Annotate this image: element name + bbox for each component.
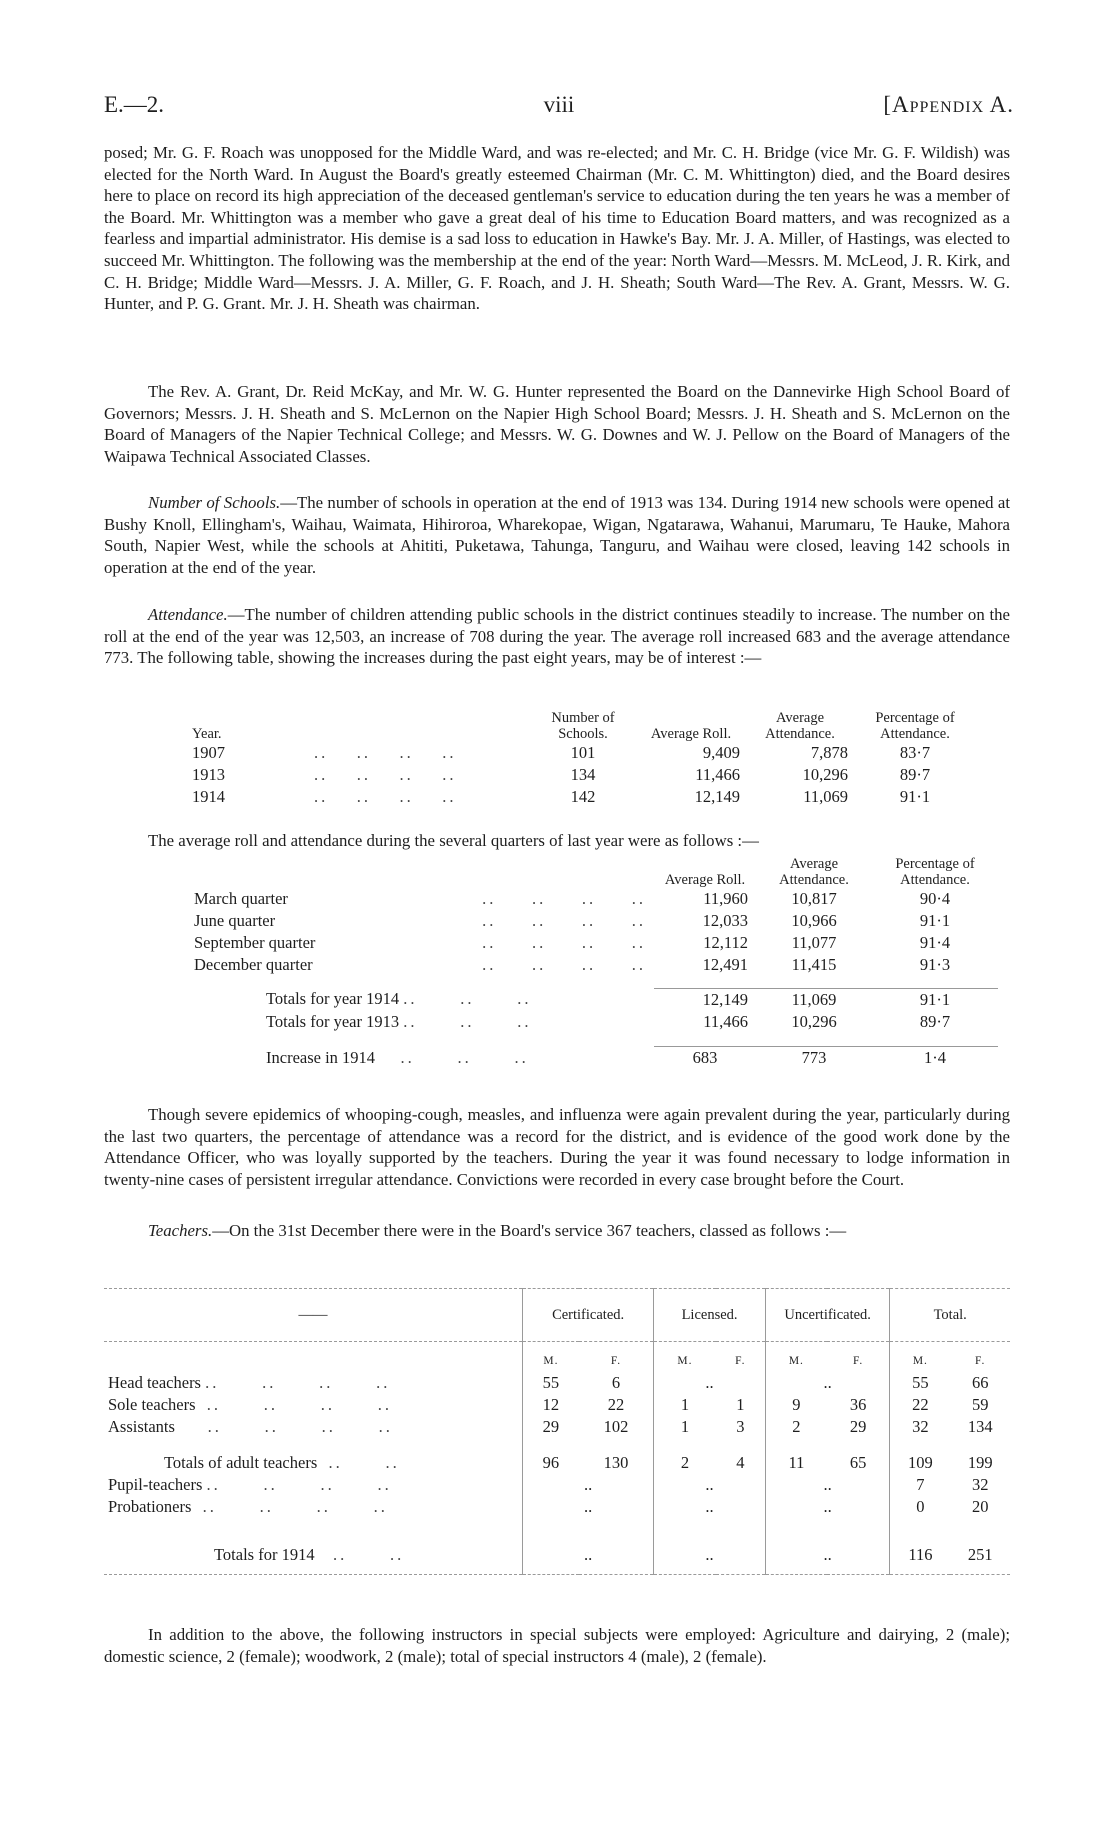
cell: 22: [607, 1395, 625, 1414]
paragraph-special-instructors: [104, 1624, 1010, 1667]
table-row: [186, 786, 976, 808]
table-row: Probationers .. .. .. .. .. .. .. 0 20: [104, 1496, 1010, 1518]
table-row: [186, 932, 998, 954]
cell: 2: [765, 1416, 826, 1438]
cell: ..: [765, 1536, 889, 1575]
cell-year: 1907: [192, 743, 225, 762]
quarters-table: [186, 856, 998, 1069]
cell-label: Sole teachers: [108, 1395, 196, 1414]
cell: 1: [736, 1395, 745, 1414]
cell-label: Totals of adult teachers: [164, 1453, 318, 1472]
sub-m: M.: [890, 1342, 950, 1373]
cell: ..: [523, 1496, 654, 1518]
cell: 10,296: [791, 1011, 837, 1031]
sub-f: F.: [735, 1355, 746, 1367]
col-header: Licensed.: [654, 1289, 766, 1342]
cell: 11,960: [703, 889, 748, 908]
cell: 10,966: [791, 911, 837, 930]
cell: 11,466: [695, 765, 740, 784]
page-number: viii: [543, 92, 575, 117]
para-text: —The number of schools in operation at the end of 1913 was 134. During 1914 new schools were opened at Bushy Knoll, Ellingham's, Waihau, Waimata, Hihiroroa, Wharekopae, Wigan, Ngatarawa, Wahanui, Marumaru, Te Hauke, Mahora South, Napier West, while the schools at Ahititi, Puketawa, Tahunga, Tanguru, and Waihau were closed, leaving 142 schools in operation at the end of the year.: [104, 493, 1010, 577]
cell: 251: [950, 1536, 1010, 1575]
para-text: Though severe epidemics of whooping-cough, measles, and influenza were again prevalent during the year, particularly during the last two quarters, the percentage of attendance was a record for the district, and is evidence of the good work done by the Attendance Officer, who was loyally supported by the teachers. During the year it was found necessary to lodge information in twenty-nine cases of persistent irregular attendance. Convictions were recorded in every case brought before the Court.: [104, 1105, 1010, 1189]
paragraph-quarters-intro: [104, 830, 1010, 852]
paragraph-board-members: [104, 142, 1010, 315]
sub-m: M.: [765, 1342, 826, 1373]
cell: 10,817: [791, 889, 837, 908]
cell: 2: [654, 1452, 716, 1474]
cell: 0: [890, 1496, 950, 1518]
cell: 11,415: [791, 955, 837, 974]
table-row: [186, 742, 976, 764]
col-header-dash: ——: [104, 1289, 523, 1342]
table-row-total: Totals for year 1914 .. .. .. 12,149 11,069 91·1: [186, 988, 998, 1011]
col-header: Year.: [192, 726, 222, 742]
col-header: Average Attendance.: [765, 710, 835, 742]
cell: 130: [603, 1453, 629, 1472]
table-row: Head teachers .. .. .. .. 55 6 .. .. 55 66: [104, 1372, 1010, 1394]
para-text: posed; Mr. G. F. Roach was unopposed for the Middle Ward, and was re-elected; and Mr. C. H. Bridge (vice Mr. G. F. Wildish) was elected for the North Ward. In August the Board's greatly esteemed Chairman (Mr. C. M. Whittington) died, and the Board desires here to place on record its high appreciation of the deceased gentleman's service to education during the ten years he was a member of the Board. Mr. Whittington was a member who gave a great deal of his time to Education Board matters, and was recognized as a fearless and impartial administrator. His demise is a sad loss to education in Hawke's Bay. Mr. J. A. Miller, of Hastings, was elected to succeed Mr. Whittington. The following was the membership at the end of the year: North Ward—Messrs. M. McLeod, J. R. Kirk, and C. H. Bridge; Middle Ward—Messrs. J. A. Miller, G. F. Roach, and J. H. Sheath; South Ward—The Rev. A. Grant, Messrs. W. G. Hunter, and P. G. Grant. Mr. J. H. Sheath was chairman.: [104, 143, 1010, 314]
cell: 12,149: [702, 989, 748, 1009]
leader-dots: .. .. .. ..: [482, 911, 646, 930]
cell: 11,069: [803, 787, 848, 806]
cell-label: Head teachers: [108, 1373, 201, 1392]
cell: 59: [971, 1395, 989, 1414]
cell: 102: [603, 1417, 629, 1436]
col-header: Total.: [890, 1289, 1010, 1342]
teachers-table: [104, 1288, 1010, 1575]
subheader-row: [104, 1342, 1010, 1373]
col-header: Uncertificated.: [765, 1289, 889, 1342]
col-header: Number of Schools.: [551, 710, 615, 742]
cell: 7,878: [810, 743, 848, 762]
cell: 683: [692, 1048, 718, 1067]
cell: 89·7: [899, 765, 931, 784]
cell: 11,077: [791, 933, 837, 952]
cell: 1·4: [924, 1048, 946, 1067]
paragraph-teachers: [104, 1220, 1010, 1242]
cell: 10,296: [802, 765, 848, 784]
cell: ..: [654, 1536, 766, 1575]
table-row: Sole teachers .. .. .. .. 12 22 1 1 9 36 22 59: [104, 1394, 1010, 1416]
paragraph-epidemics: [104, 1104, 1010, 1190]
cell-year: 1914: [192, 787, 225, 806]
cell: ..: [654, 1474, 766, 1496]
cell: 773: [801, 1048, 827, 1067]
paragraph-attendance: [104, 604, 1010, 669]
para-text: In addition to the above, the following instructors in special subjects were employed: Agriculture and dairying, 2 (male); domestic science, 2 (female); woodwork, 2 (male); total of special instructors 4 (male), 2 (female).: [104, 1625, 1010, 1666]
leader-dots: .. .. .. ..: [482, 889, 646, 908]
cell-label: June quarter: [194, 911, 276, 930]
cell: 7: [890, 1474, 950, 1496]
cell: 9,409: [702, 743, 740, 762]
cell: 32: [971, 1475, 989, 1494]
cell-label: March quarter: [194, 889, 288, 908]
cell-label: Pupil-teachers: [108, 1475, 203, 1494]
cell: 55: [523, 1372, 579, 1394]
cell: 12,491: [702, 955, 748, 974]
sub-m: M.: [523, 1342, 579, 1373]
col-header: Certificated.: [523, 1289, 654, 1342]
cell: 12,112: [703, 933, 748, 952]
sub-f: F.: [975, 1355, 986, 1367]
sub-f: F.: [852, 1355, 864, 1367]
table-row-total: Totals of adult teachers .. .. 96 130 2 4 11 65 109 199: [104, 1452, 1010, 1474]
cell: 109: [890, 1452, 950, 1474]
leader-dots: .. .. .. ..: [314, 787, 457, 806]
table-row: [186, 954, 998, 976]
cell: ..: [523, 1474, 654, 1496]
table-row: [186, 888, 998, 910]
cell: ..: [654, 1496, 766, 1518]
para-text: The Rev. A. Grant, Dr. Reid McKay, and Mr. W. G. Hunter represented the Board on the Dannevirke High School Board of Governors; Messrs. J. H. Sheath and S. McLernon on the Napier High School Board; Messrs. J. H. Sheath and S. McLernon on the Board of Managers of the Napier Technical College; and Messrs. W. G. Downes and W. J. Pellow on the Board of Managers of the Waipawa Technical Associated Classes.: [104, 382, 1010, 466]
table-row: Pupil-teachers .. .. .. .. .. .. .. 7 32: [104, 1474, 1010, 1496]
cell-label: Totals for 1914: [214, 1545, 315, 1564]
cell-label: Assistants: [108, 1417, 175, 1436]
cell-label: Probationers: [108, 1497, 192, 1516]
leader-dots: .. .. .. ..: [482, 955, 646, 974]
leader-dots: .. .. .. ..: [314, 743, 457, 762]
cell: 1: [654, 1394, 716, 1416]
cell: 36: [849, 1395, 867, 1414]
cell: 134: [967, 1417, 993, 1436]
cell: 91·3: [919, 955, 951, 974]
leader-dots: .. .. .. ..: [314, 765, 457, 784]
leader-dots: .. .. .. ..: [482, 933, 646, 952]
cell: 91·4: [919, 933, 951, 952]
cell-label: Totals for year 1914: [266, 989, 400, 1009]
cell: ..: [765, 1372, 889, 1394]
cell: 4: [736, 1453, 745, 1472]
cell: 29: [523, 1416, 579, 1438]
cell: 22: [890, 1394, 950, 1416]
cell-year: 1913: [192, 765, 225, 784]
table-row: [186, 764, 976, 786]
cell: ..: [765, 1474, 889, 1496]
cell: 90·4: [919, 889, 951, 908]
cell: 11: [765, 1452, 826, 1474]
cell-label: September quarter: [194, 933, 316, 952]
cell: ..: [523, 1536, 654, 1575]
cell: 199: [967, 1453, 993, 1472]
cell: 1: [654, 1416, 716, 1438]
col-header: Average Roll.: [650, 726, 732, 742]
cell: 91·1: [919, 911, 951, 930]
cell: 11,069: [791, 989, 837, 1009]
cell: 12,149: [694, 787, 740, 806]
cell: 89·7: [919, 1011, 951, 1031]
cell: 83·7: [899, 743, 931, 762]
cell: 116: [890, 1536, 950, 1575]
cell: ..: [654, 1372, 766, 1394]
header-right: [Appendix A.: [883, 92, 1014, 117]
cell: 134: [570, 765, 596, 784]
table-row: [186, 910, 998, 932]
section-heading: Number of Schools.: [148, 493, 281, 512]
cell: 12,033: [702, 911, 748, 930]
col-header: Percentage of Attendance.: [895, 856, 975, 888]
cell: 3: [736, 1417, 745, 1436]
cell: 91·1: [919, 989, 951, 1009]
cell: 11,466: [703, 1011, 748, 1031]
cell: 9: [765, 1394, 826, 1416]
cell: 91·1: [899, 787, 931, 806]
table-row-increase: Increase in 1914 .. .. .. 683 773 1·4: [186, 1047, 998, 1070]
running-header: [104, 92, 1014, 122]
table-row: Assistants .. .. .. .. 29 102 1 3 2 29 32 134: [104, 1416, 1010, 1438]
attendance-years-table: [186, 710, 976, 808]
col-header: Average Roll.: [664, 872, 746, 888]
cell: 29: [849, 1417, 867, 1436]
cell: 142: [570, 787, 596, 806]
paragraph-representatives: [104, 381, 1010, 467]
table-row-grand-total: Totals for 1914 .. .. .. .. .. 116 251: [104, 1536, 1010, 1575]
cell: 20: [971, 1497, 989, 1516]
cell: 12: [523, 1394, 579, 1416]
cell: 101: [570, 743, 596, 762]
cell-label: Increase in 1914: [266, 1047, 376, 1067]
cell-label: December quarter: [194, 955, 313, 974]
table-header-row: [186, 710, 976, 742]
cell: 6: [611, 1373, 621, 1392]
para-text: —The number of children attending public schools in the district continues steadily to increase. The number on the roll at the end of the year was 12,503, an increase of 708 during the year. The average roll increased 683 and the average attendance 773. The following table, showing the increases during the past eight years, may be of interest :—: [104, 605, 1010, 668]
sub-m: M.: [654, 1342, 716, 1373]
para-text: The average roll and attendance during the several quarters of last year were as follows :—: [148, 831, 759, 850]
cell: 55: [890, 1372, 950, 1394]
cell-label: Totals for year 1913: [266, 1011, 400, 1031]
col-header: Average Attendance.: [779, 856, 849, 888]
section-heading: Teachers.: [148, 1221, 213, 1240]
cell: 32: [890, 1416, 950, 1438]
header-left: E.—2.: [104, 92, 165, 117]
table-row-total: Totals for year 1913 .. .. .. 11,466 10,296 89·7: [186, 1011, 998, 1033]
cell: 66: [971, 1373, 989, 1392]
cell: 65: [849, 1453, 867, 1472]
table-header-row: [104, 1289, 1010, 1342]
section-heading: Attendance.: [148, 605, 228, 624]
sub-f: F.: [610, 1355, 622, 1367]
table-header-row: [186, 856, 998, 888]
paragraph-number-of-schools: [104, 492, 1010, 578]
cell: 96: [523, 1452, 579, 1474]
col-header: Percentage of Attendance.: [875, 710, 955, 742]
cell: ..: [765, 1496, 889, 1518]
para-text: —On the 31st December there were in the Board's service 367 teachers, classed as follows :—: [212, 1221, 847, 1240]
